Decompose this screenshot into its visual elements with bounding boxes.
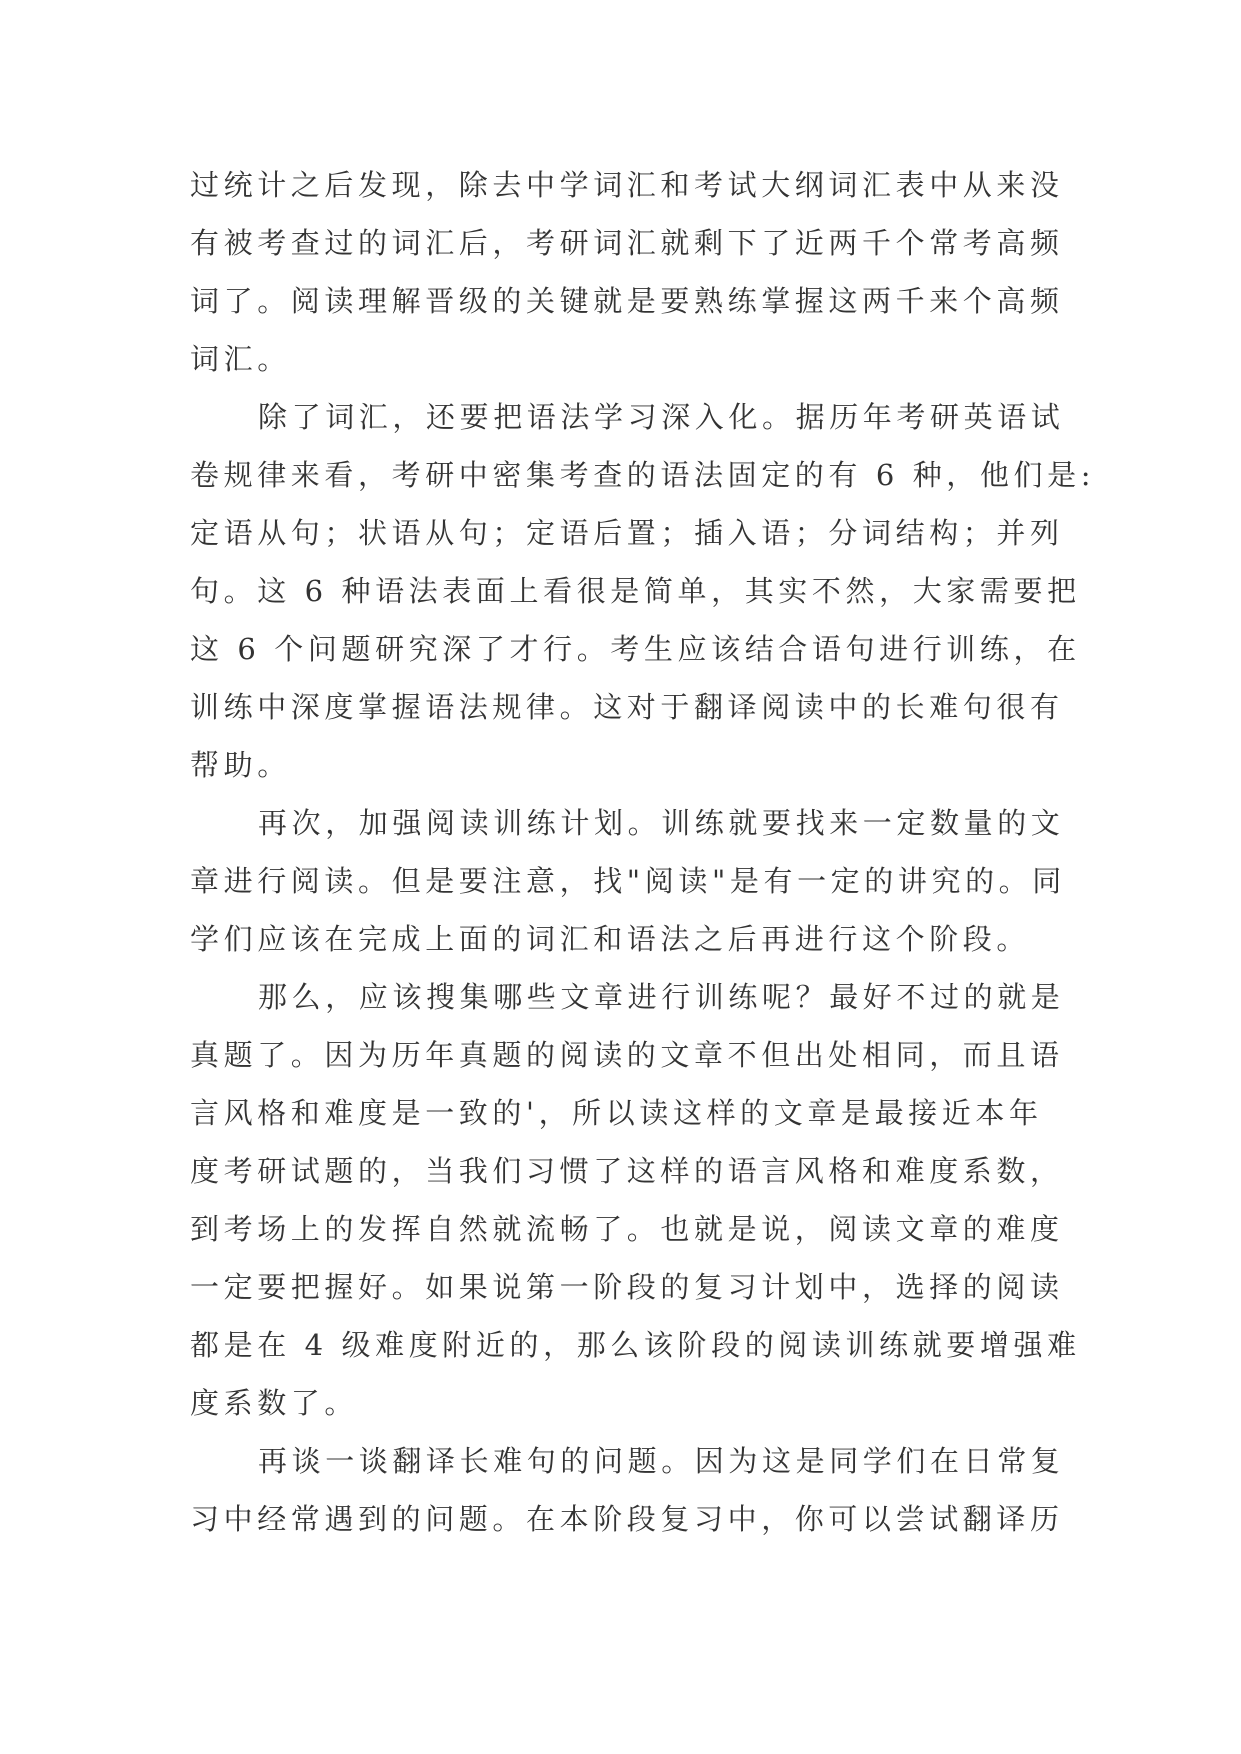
paragraph-first-line: 再次，加强阅读训练计划。训练就要找来一定数量的文 [258, 806, 1065, 840]
text-line: 过统计之后发现，除去中学词汇和考试大纲词汇表中从来没 [190, 168, 1064, 202]
text-line: 卷规律来看，考研中密集考查的语法固定的有 6 种，他们是: [190, 458, 1096, 492]
text-line: 到考场上的发挥自然就流畅了。也就是说，阅读文章的难度 [190, 1212, 1064, 1246]
paragraph-first-line: 再谈一谈翻译长难句的问题。因为这是同学们在日常复 [258, 1444, 1065, 1478]
text-line: 帮助。 [190, 748, 291, 782]
text-line: 有被考查过的词汇后，考研词汇就剩下了近两千个常考高频 [190, 226, 1064, 260]
text-line: 一定要把握好。如果说第一阶段的复习计划中，选择的阅读 [190, 1270, 1064, 1304]
paragraph-first-line: 那么，应该搜集哪些文章进行训练呢？最好不过的就是 [258, 980, 1065, 1014]
text-line: 训练中深度掌握语法规律。这对于翻译阅读中的长难句很有 [190, 690, 1064, 724]
body-text [190, 156, 1096, 1548]
text-line: 度考研试题的，当我们习惯了这样的语言风格和难度系数， [190, 1154, 1064, 1188]
text-line: 学们应该在完成上面的词汇和语法之后再进行这个阶段。 [190, 922, 1031, 956]
text-line: 词了。阅读理解晋级的关键就是要熟练掌握这两千来个高频 [190, 284, 1064, 318]
text-line: 这 6 个问题研究深了才行。考生应该结合语句进行训练，在 [190, 632, 1081, 666]
paragraph-first-line: 除了词汇，还要把语法学习深入化。据历年考研英语试 [258, 400, 1065, 434]
text-line: 词汇。 [190, 342, 291, 376]
text-line: 定语从句；状语从句；定语后置；插入语；分词结构；并列 [190, 516, 1064, 550]
text-line: 言风格和难度是一致的'，所以读这样的文章是最接近本年 [190, 1096, 1043, 1130]
text-line: 真题了。因为历年真题的阅读的文章不但出处相同，而且语 [190, 1038, 1064, 1072]
text-line: 句。这 6 种语法表面上看很是简单，其实不然，大家需要把 [190, 574, 1081, 608]
text-line: 章进行阅读。但是要注意，找"阅读"是有一定的讲究的。同 [190, 864, 1066, 898]
text-line: 习中经常遇到的问题。在本阶段复习中，你可以尝试翻译历 [190, 1502, 1064, 1536]
text-line: 都是在 4 级难度附近的，那么该阶段的阅读训练就要增强难 [190, 1328, 1081, 1362]
text-line: 度系数了。 [190, 1386, 359, 1420]
